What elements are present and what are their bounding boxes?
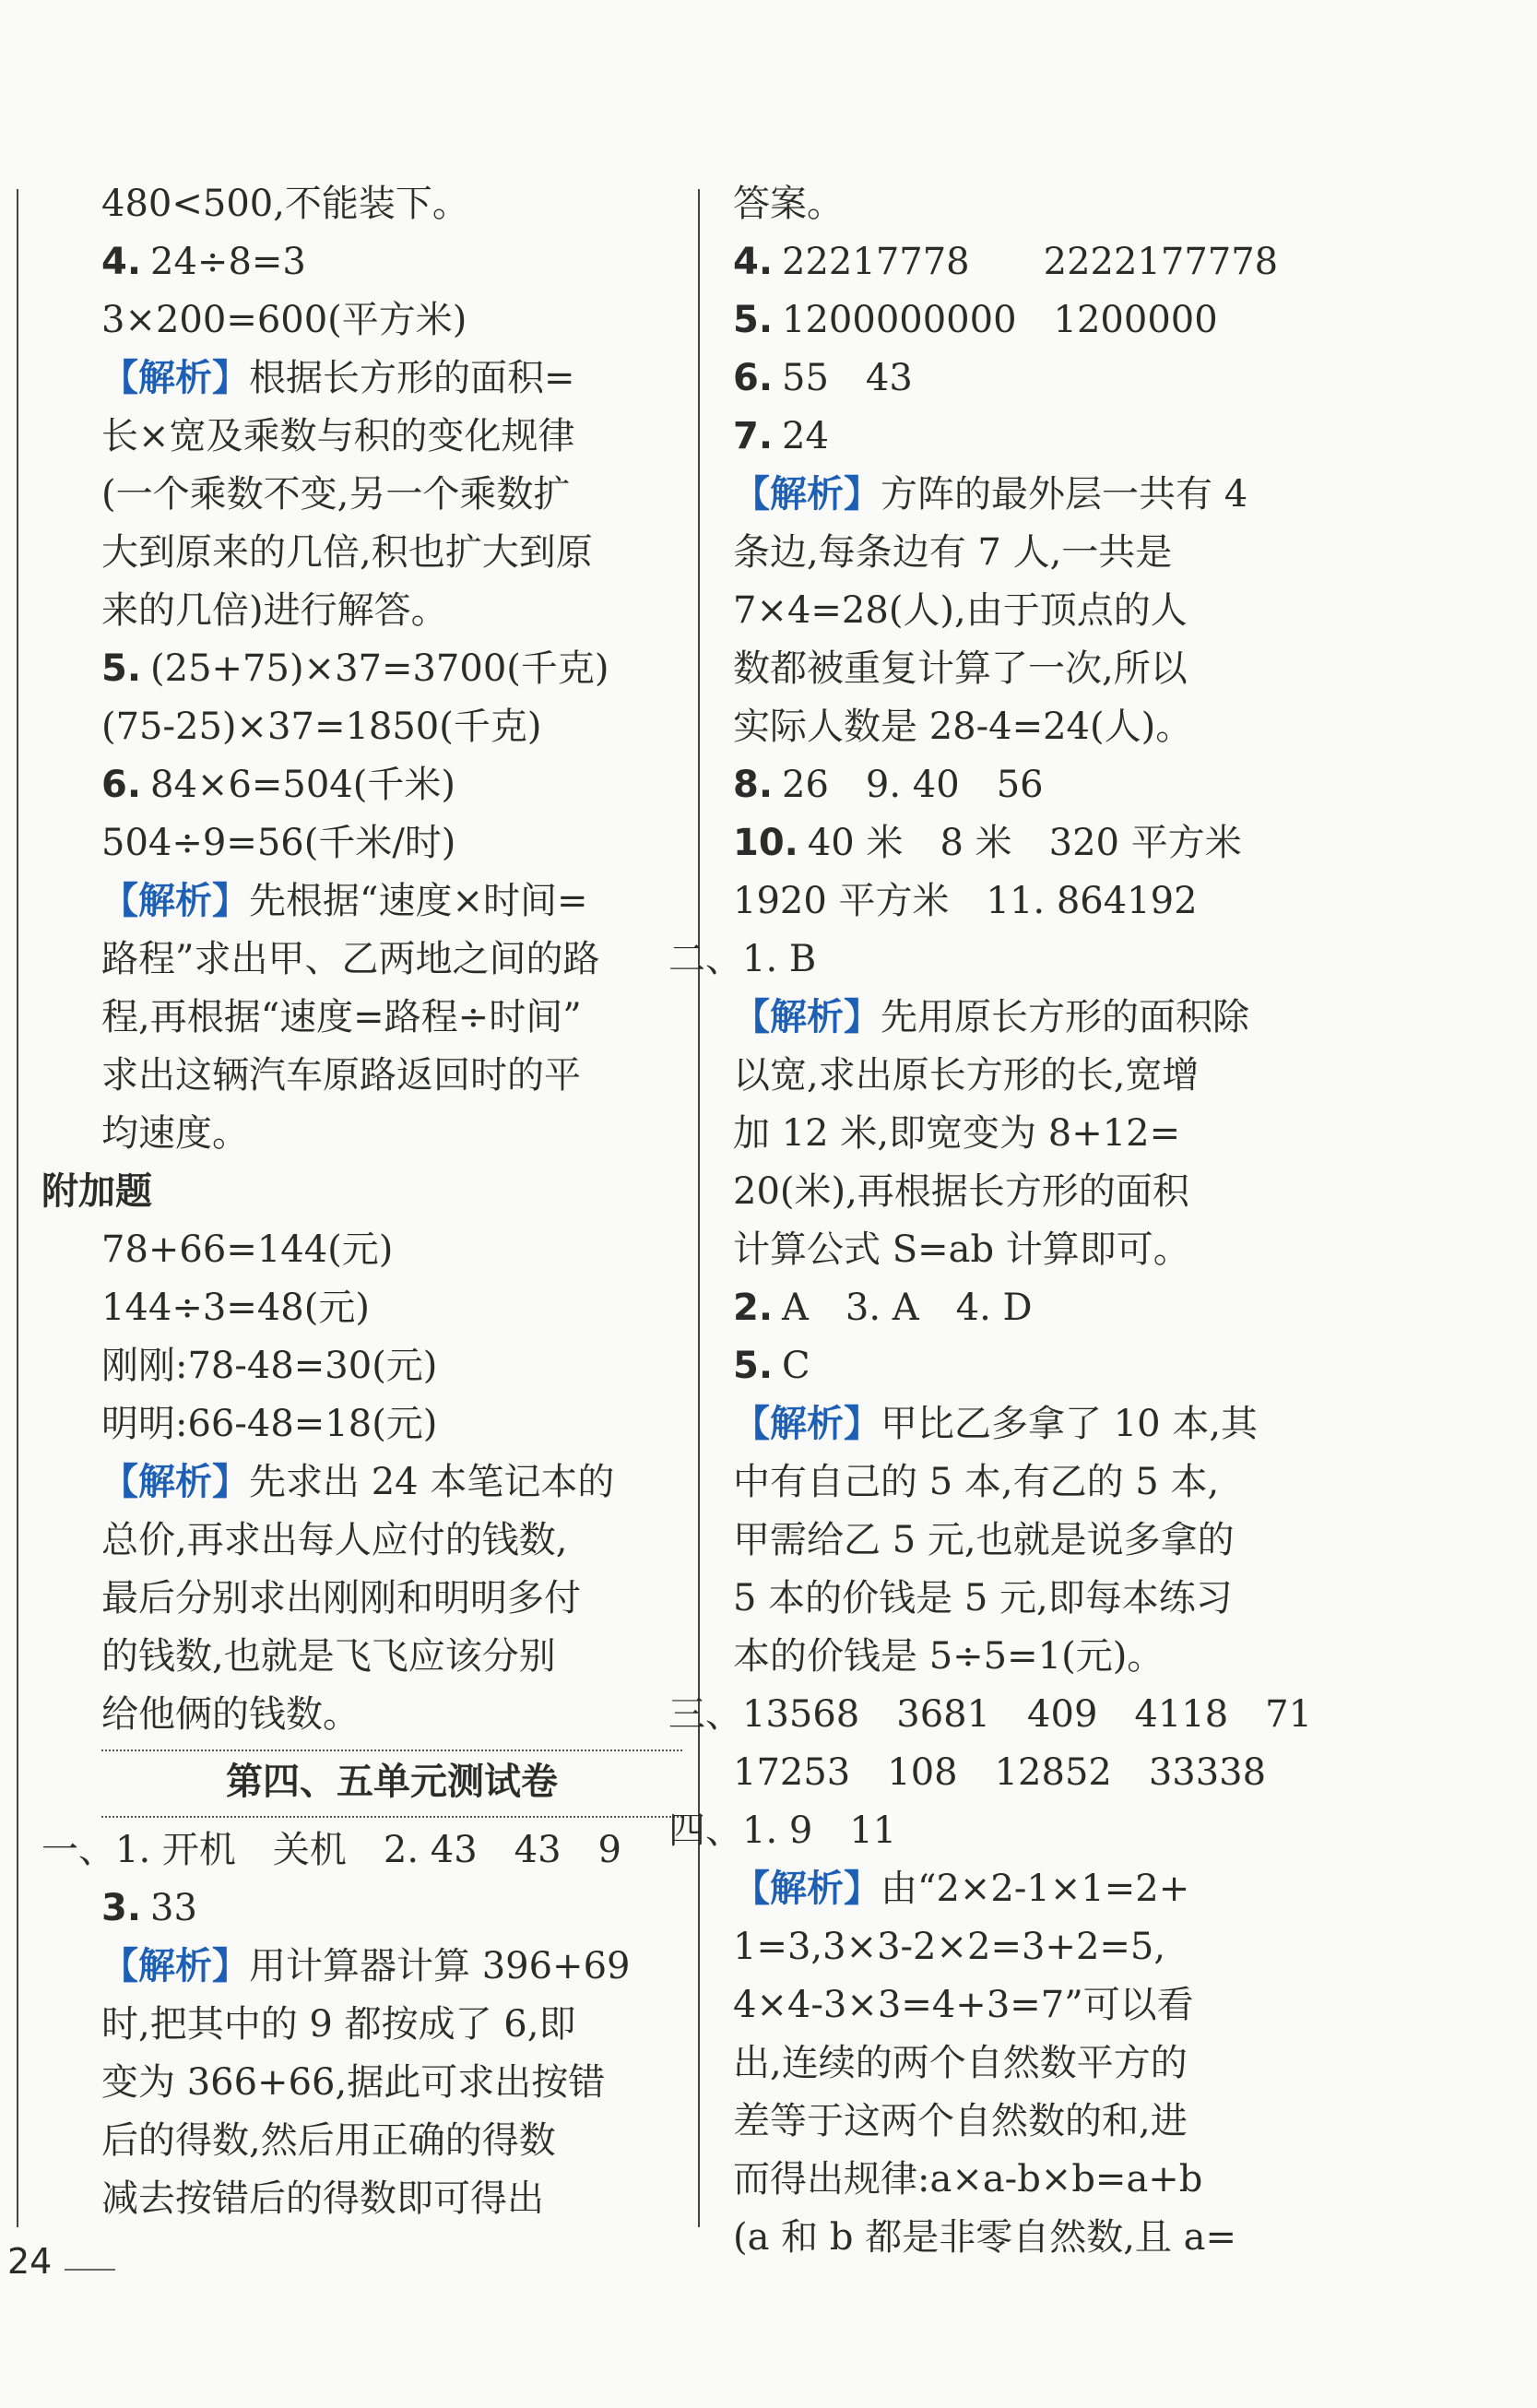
analysis-text: 方阵的最外层一共有 4 bbox=[881, 473, 1248, 516]
answer-text: C bbox=[782, 1345, 810, 1387]
left-margin-rule bbox=[17, 189, 18, 2227]
text-line: 1=3,3×3-2×2=3+2=5, bbox=[733, 1926, 1166, 1968]
text-line: 实际人数是 28-4=24(人)。 bbox=[733, 706, 1193, 748]
question-number: 5. bbox=[733, 1345, 774, 1387]
right-column bbox=[668, 175, 1346, 2267]
analysis-tag: 【解析】 bbox=[101, 1461, 249, 1503]
text-line: 明明:66-48=18(元) bbox=[101, 1403, 438, 1445]
text-line: 后的得数,然后用正确的得数 bbox=[101, 2119, 556, 2162]
text-line: 78+66=144(元) bbox=[101, 1228, 394, 1271]
answer-line bbox=[733, 291, 1346, 350]
analysis-tag: 【解析】 bbox=[101, 880, 249, 922]
analysis-line bbox=[101, 350, 682, 408]
text-line: 144÷3=48(元) bbox=[101, 1287, 370, 1329]
text-line: 的钱数,也就是飞飞应该分别 bbox=[101, 1635, 556, 1678]
text-line: 最后分别求出刚刚和明明多付 bbox=[101, 1577, 581, 1619]
text-line: 给他俩的钱数。 bbox=[101, 1693, 360, 1736]
analysis-tag: 【解析】 bbox=[733, 996, 881, 1038]
left-column bbox=[41, 175, 682, 2228]
text-line: 20(米),再根据长方形的面积 bbox=[733, 1170, 1189, 1213]
analysis-line bbox=[101, 872, 682, 931]
column-divider-rule bbox=[698, 189, 700, 2227]
text-line: 时,把其中的 9 都按成了 6,即 bbox=[101, 2003, 576, 2046]
answer-text: (25+75)×37=3700(千克) bbox=[150, 647, 609, 690]
text-line: 以宽,求出原长方形的长,宽增 bbox=[733, 1054, 1200, 1097]
text-line: 变为 366+66,据此可求出按错 bbox=[101, 2061, 606, 2104]
text-line: 数都被重复计算了一次,所以 bbox=[733, 647, 1188, 690]
text-line: 均速度。 bbox=[101, 1112, 249, 1155]
answer-line bbox=[101, 640, 682, 698]
answer-text: 26 9. 40 56 bbox=[782, 764, 1044, 806]
text-line: 480<500,不能装下。 bbox=[101, 183, 469, 225]
text-line: 1920 平方米 11. 864192 bbox=[733, 880, 1198, 922]
analysis-text: 先用原长方形的面积除 bbox=[881, 996, 1249, 1038]
text-line: 求出这辆汽车原路返回时的平 bbox=[101, 1054, 581, 1097]
question-number: 7. bbox=[733, 415, 774, 457]
answer-line bbox=[101, 1880, 682, 1938]
subheading: 附加题 bbox=[41, 1170, 152, 1213]
question-number: 3. bbox=[101, 1887, 142, 1929]
analysis-line bbox=[101, 1938, 682, 1996]
answer-line bbox=[733, 233, 1346, 291]
analysis-line bbox=[101, 1453, 682, 1512]
question-number: 10. bbox=[733, 822, 798, 864]
text-line: 总价,再求出每人应付的钱数, bbox=[101, 1519, 568, 1561]
answer-line bbox=[101, 233, 682, 291]
text-line: (一个乘数不变,另一个乘数扩 bbox=[101, 473, 571, 516]
text-line: 答案。 bbox=[733, 183, 844, 225]
text-line: 路程”求出甲、乙两地之间的路 bbox=[101, 938, 600, 980]
question-number: 2. bbox=[733, 1287, 774, 1329]
text-line: 出,连续的两个自然数平方的 bbox=[733, 2042, 1188, 2084]
answer-line bbox=[733, 350, 1346, 408]
text-line: 17253 108 12852 33338 bbox=[733, 1751, 1267, 1794]
text-line: 4×4-3×3=4+3=7”可以看 bbox=[733, 1984, 1194, 2026]
answer-line bbox=[733, 408, 1346, 466]
section-title: 第四、五单元测试卷 bbox=[101, 1750, 682, 1818]
analysis-text: 由“2×2-1×1=2+ bbox=[881, 1868, 1190, 1910]
analysis-line bbox=[733, 1860, 1346, 1918]
text-line: 大到原来的几倍,积也扩大到原 bbox=[101, 531, 593, 574]
text-line: 计算公式 S=ab 计算即可。 bbox=[733, 1228, 1190, 1271]
answer-line bbox=[733, 814, 1346, 872]
question-number: 6. bbox=[733, 357, 774, 399]
text-line: 长×宽及乘数与积的变化规律 bbox=[101, 415, 575, 457]
question-number: 4. bbox=[733, 241, 774, 283]
answer-text: 55 43 bbox=[782, 357, 913, 399]
text-line: 减去按错后的得数即可得出 bbox=[101, 2177, 544, 2220]
analysis-tag: 【解析】 bbox=[733, 1868, 881, 1910]
analysis-text: 用计算器计算 396+69 bbox=[249, 1945, 631, 1987]
text-line: 7×4=28(人),由于顶点的人 bbox=[733, 589, 1188, 632]
answer-text: 33 bbox=[150, 1887, 197, 1929]
analysis-tag: 【解析】 bbox=[101, 1945, 249, 1987]
answer-line bbox=[733, 1337, 1346, 1395]
analysis-tag: 【解析】 bbox=[733, 1403, 881, 1445]
answer-text: 24÷8=3 bbox=[150, 241, 306, 283]
analysis-tag: 【解析】 bbox=[101, 357, 249, 399]
analysis-text: 先求出 24 本笔记本的 bbox=[249, 1461, 615, 1503]
text-line: 3×200=600(平方米) bbox=[101, 299, 467, 341]
question-number: 8. bbox=[733, 764, 774, 806]
text-line: 5 本的价钱是 5 元,即每本练习 bbox=[733, 1577, 1233, 1619]
question-number: 6. bbox=[101, 764, 142, 806]
text-line: (75-25)×37=1850(千克) bbox=[101, 706, 542, 748]
question-number: 5. bbox=[733, 299, 774, 341]
question-number: 4. bbox=[101, 241, 142, 283]
text-line: 加 12 米,即宽变为 8+12= bbox=[733, 1112, 1181, 1155]
answer-text: 1200000000 1200000 bbox=[782, 299, 1218, 341]
answer-line bbox=[733, 1279, 1346, 1337]
answer-text: 84×6=504(千米) bbox=[150, 764, 455, 806]
answer-text: A 3. A 4. D bbox=[782, 1287, 1033, 1329]
question-group-line: 二、1. B bbox=[668, 938, 817, 980]
page-number: 24 bbox=[7, 2241, 53, 2282]
analysis-text: 甲比乙多拿了 10 本,其 bbox=[881, 1403, 1259, 1445]
question-group-line: 一、1. 开机 关机 2. 43 43 9 bbox=[41, 1829, 622, 1871]
text-line: 来的几倍)进行解答。 bbox=[101, 589, 448, 632]
text-line: 刚刚:78-48=30(元) bbox=[101, 1345, 438, 1387]
question-number: 5. bbox=[101, 647, 142, 690]
answer-text: 40 米 8 米 320 平方米 bbox=[807, 822, 1242, 864]
text-line: 条边,每条边有 7 人,一共是 bbox=[733, 531, 1173, 574]
answer-text: 24 bbox=[782, 415, 829, 457]
text-line: 中有自己的 5 本,有乙的 5 本, bbox=[733, 1461, 1220, 1503]
question-group-line: 三、13568 3681 409 4118 71 bbox=[668, 1693, 1313, 1736]
question-group-line: 四、1. 9 11 bbox=[668, 1809, 897, 1852]
text-line: (a 和 b 都是非零自然数,且 a= bbox=[733, 2216, 1236, 2259]
analysis-text: 根据长方形的面积= bbox=[249, 357, 575, 399]
answer-line bbox=[101, 756, 682, 814]
analysis-line bbox=[733, 466, 1346, 524]
answer-text: 22217778 2222177778 bbox=[782, 241, 1279, 283]
page-number-dash bbox=[65, 2269, 115, 2271]
analysis-tag: 【解析】 bbox=[733, 473, 881, 516]
text-line: 而得出规律:a×a-b×b=a+b bbox=[733, 2158, 1203, 2200]
analysis-text: 先根据“速度×时间= bbox=[249, 880, 588, 922]
text-line: 差等于这两个自然数的和,进 bbox=[733, 2100, 1188, 2142]
analysis-line bbox=[733, 989, 1346, 1047]
text-line: 本的价钱是 5÷5=1(元)。 bbox=[733, 1635, 1165, 1678]
text-line: 甲需给乙 5 元,也就是说多拿的 bbox=[733, 1519, 1235, 1561]
text-line: 504÷9=56(千米/时) bbox=[101, 822, 456, 864]
analysis-line bbox=[733, 1395, 1346, 1453]
answer-line bbox=[733, 756, 1346, 814]
text-line: 程,再根据“速度=路程÷时间” bbox=[101, 996, 582, 1038]
